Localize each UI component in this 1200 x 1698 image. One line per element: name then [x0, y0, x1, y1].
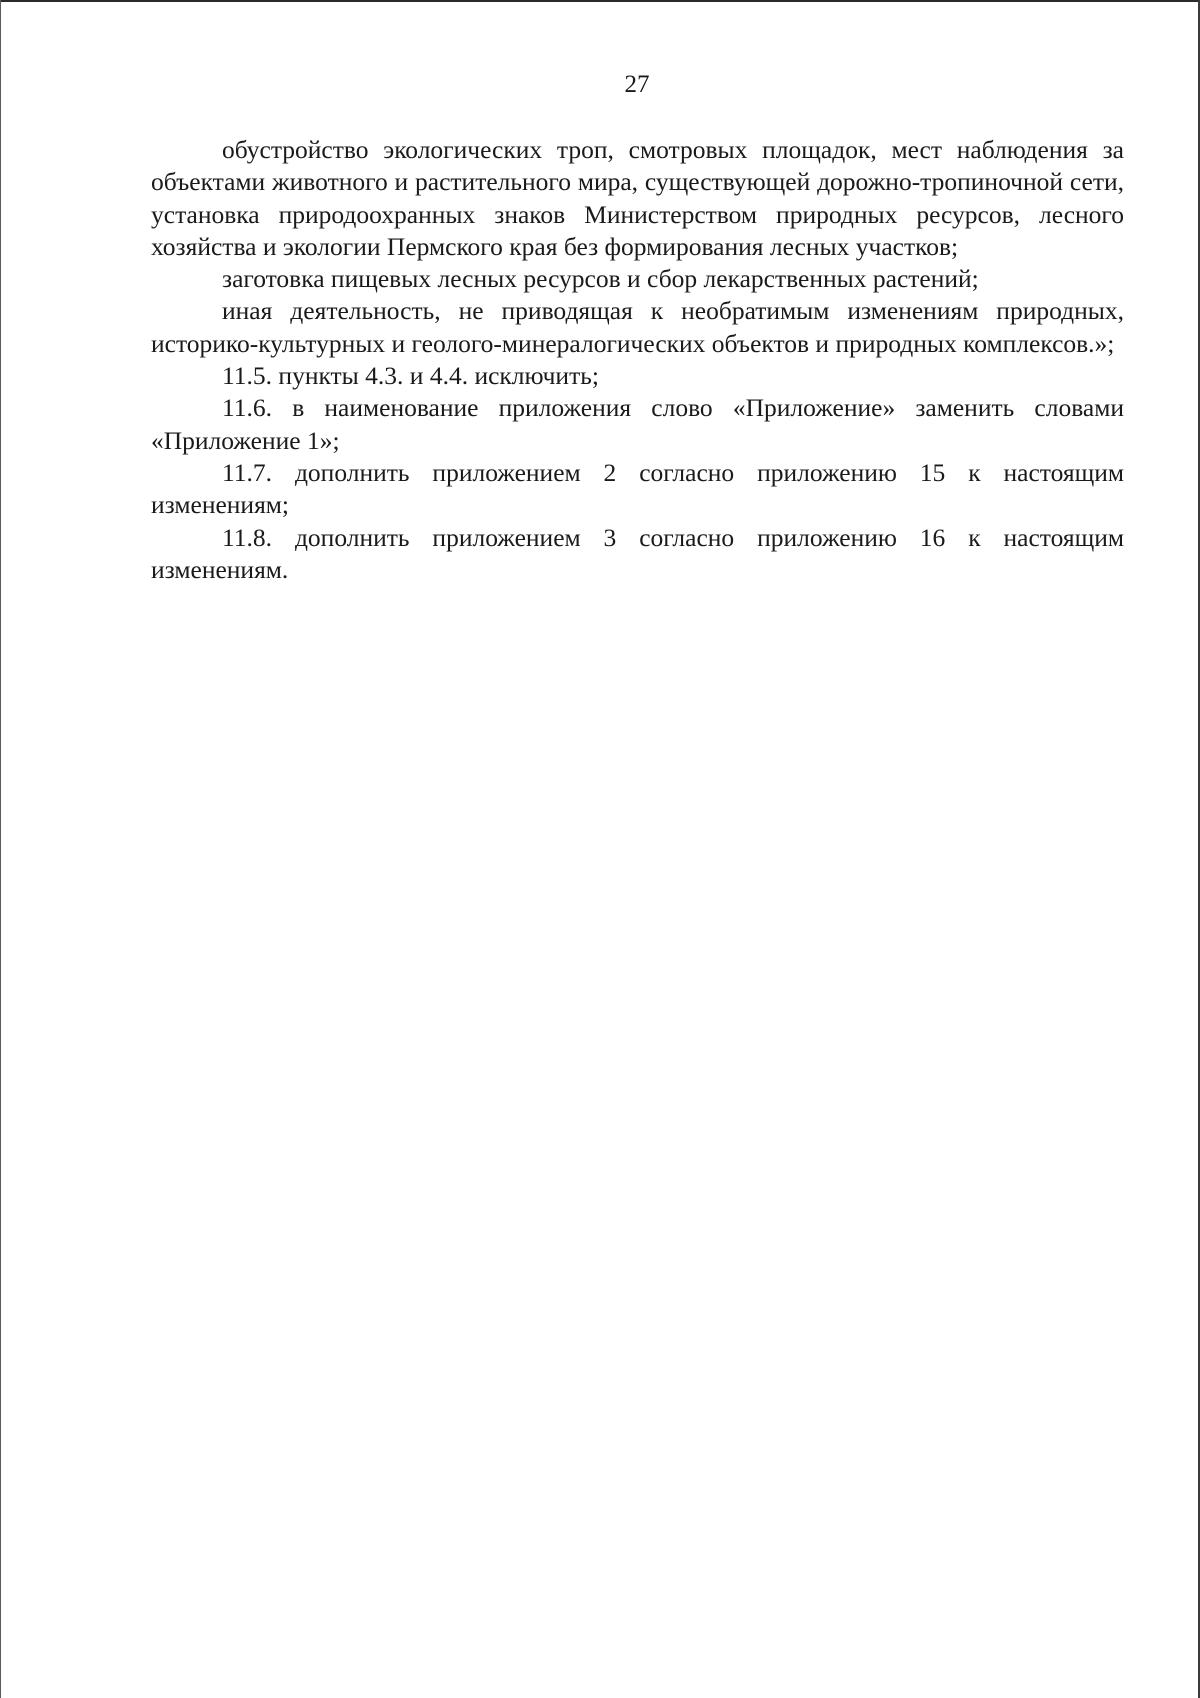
paragraph-item-11-8: 11.8. дополнить приложением 3 согласно приложению 16 к настоящим изменениям.	[151, 522, 1124, 584]
paragraph-item-11-7: 11.7. дополнить приложением 2 согласно приложению 15 к настоящим изменениям;	[151, 457, 1124, 520]
paragraph-item-11-5: 11.5. пункты 4.3. и 4.4. исключить;	[222, 361, 599, 391]
paragraph-food-resources: заготовка пищевых лесных ресурсов и сбор лекарственных растений;	[222, 264, 979, 294]
paragraph-ecological-trails: обустройство экологических троп, смотровых площадок, мест наблюдения за объектами животного и растительного мира, существующей дорожно-тропиночной сети, установка природоохранных знаков Министерством природных ресурсов, лесного хозяйства и экологии Пермского края без формирования лесных участков;	[151, 135, 1124, 261]
paragraph-item-11-6: 11.6. в наименование приложения слово «Приложение» заменить словами «Приложение 1»;	[151, 393, 1124, 455]
document-body	[151, 134, 1124, 586]
scan-top-edge	[0, 0, 1200, 2]
paragraph-other-activity: иная деятельность, не приводящая к необратимым изменениям природных, историко-культурных и геолого-минералогических объектов и природных комплексов.»;	[151, 296, 1124, 358]
scan-left-edge	[0, 0, 1, 1698]
page-number: 27	[624, 71, 650, 98]
